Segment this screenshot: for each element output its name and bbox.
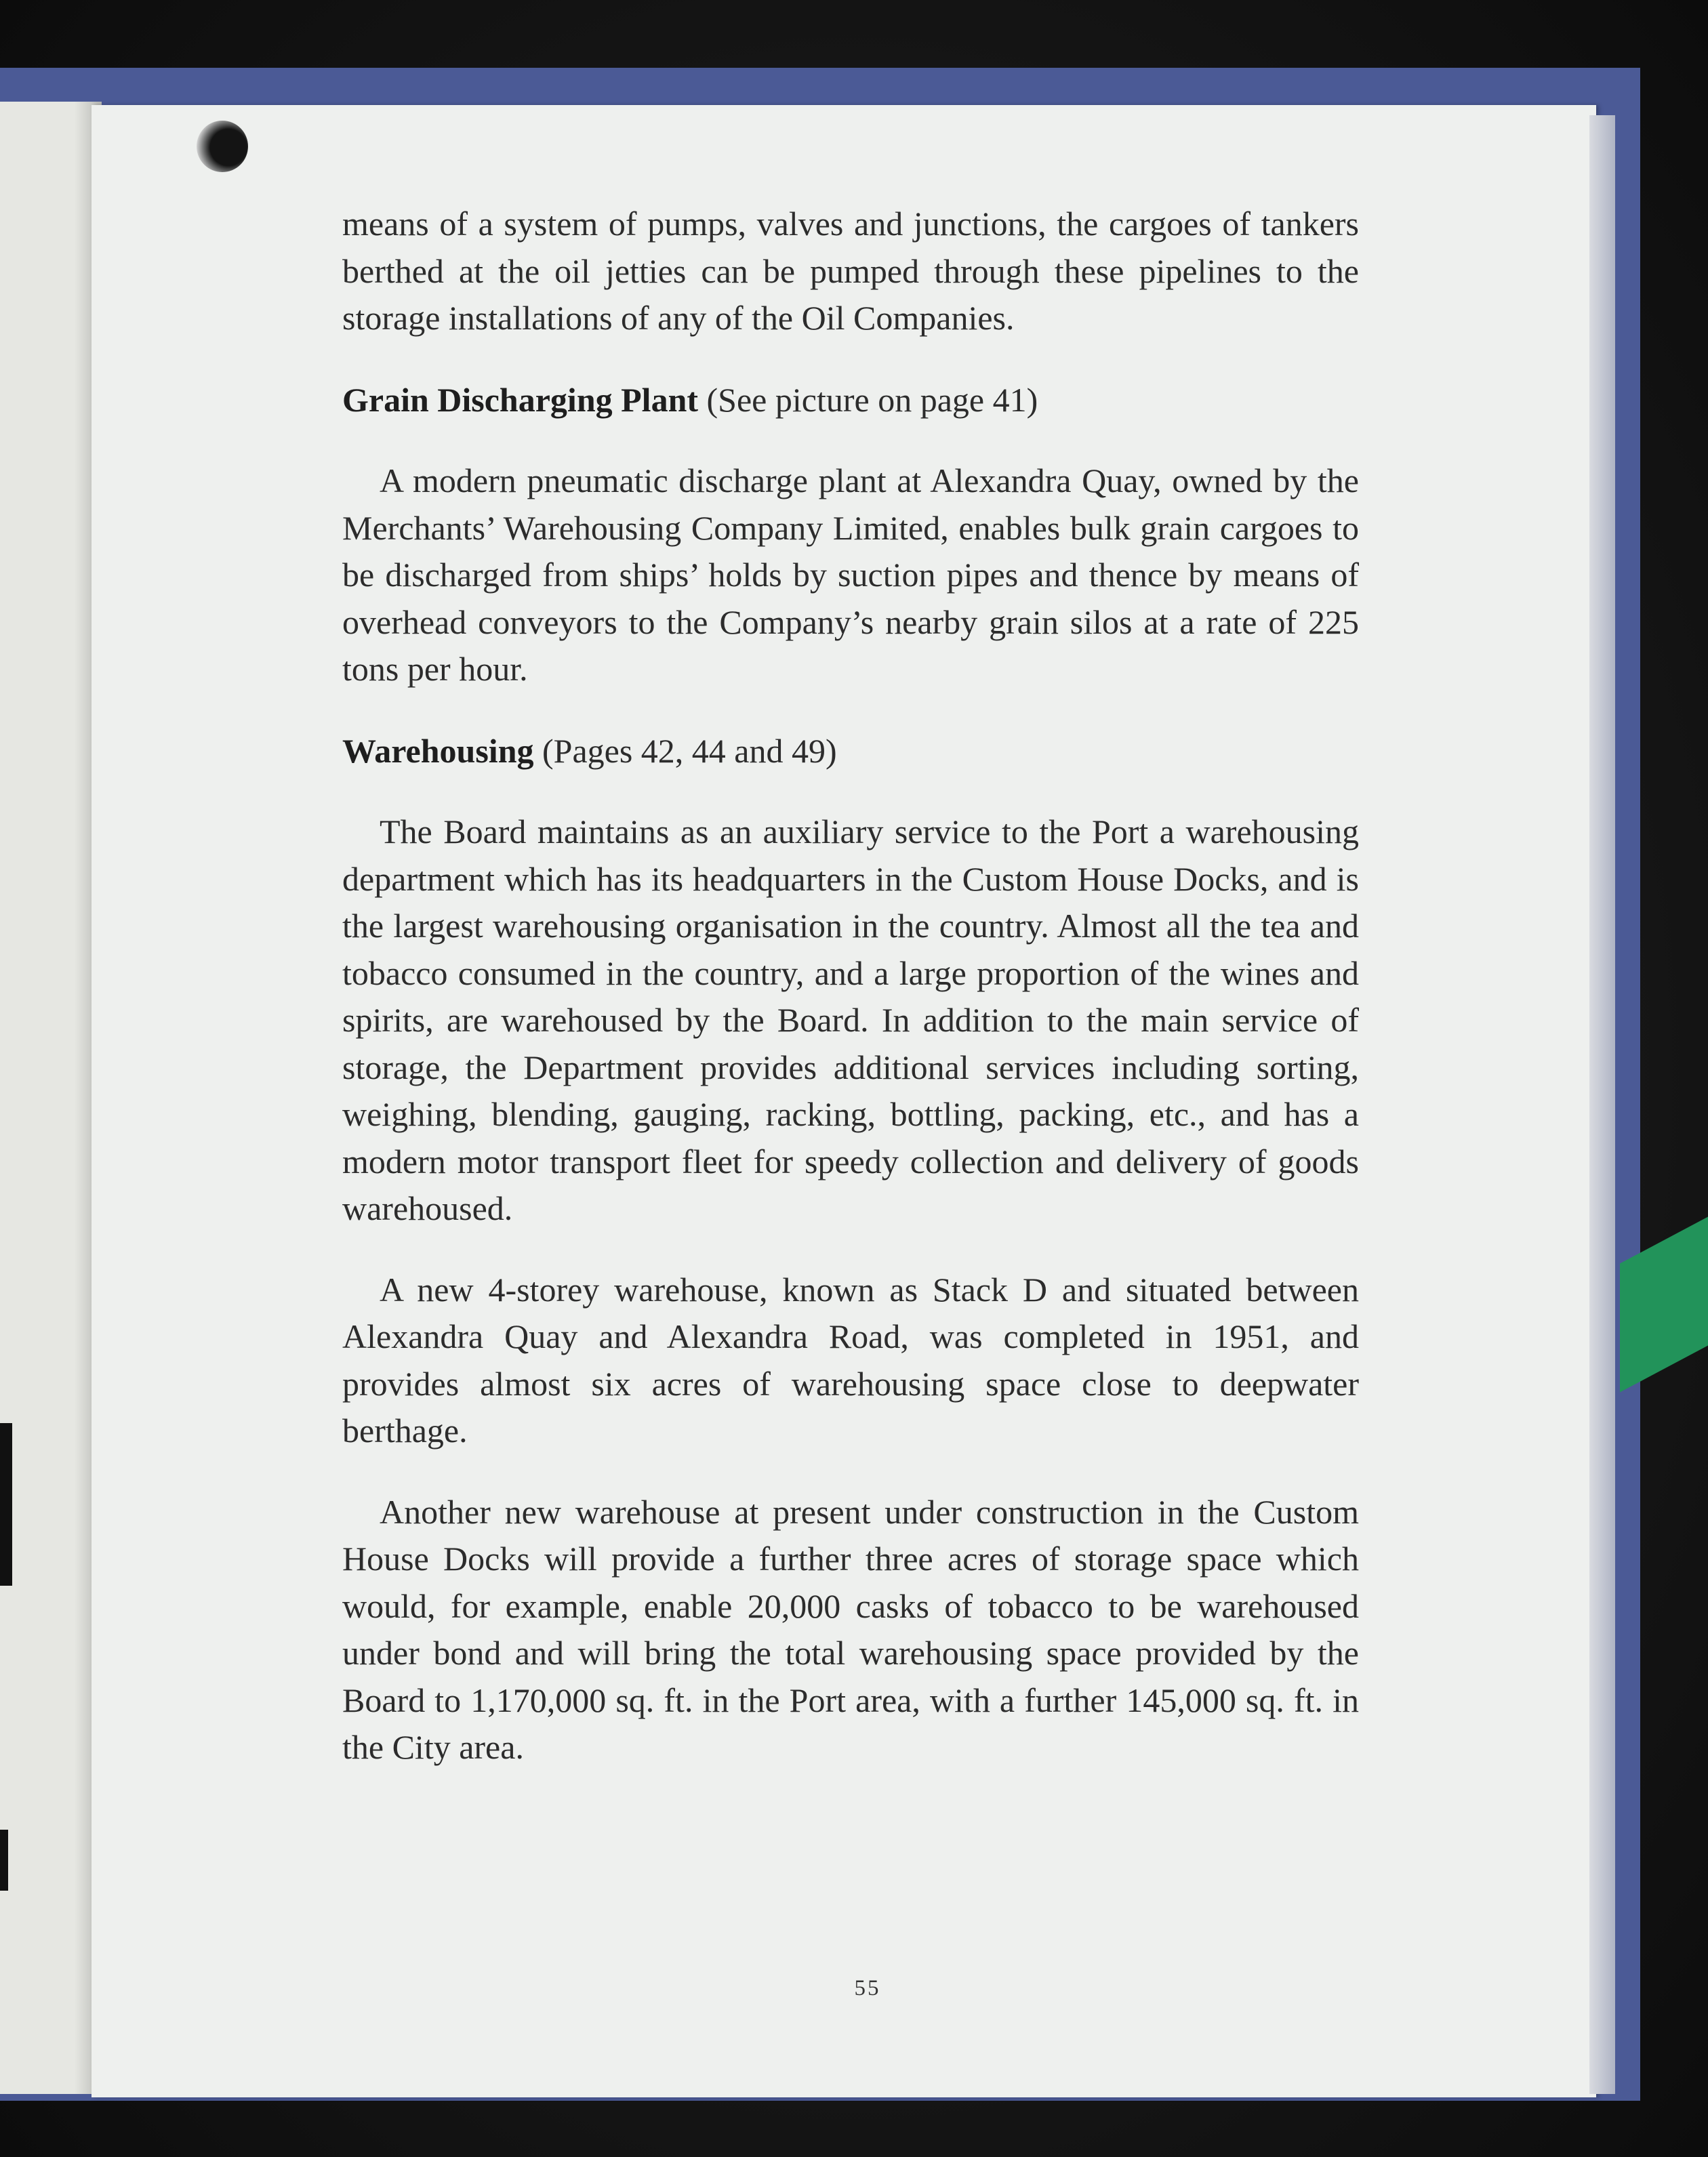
heading-reference: (See picture on page 41) — [706, 380, 1038, 419]
section-heading-grain — [342, 377, 1359, 424]
heading-title: Grain Discharging Plant — [342, 380, 699, 419]
heading-title: Warehousing — [342, 731, 534, 770]
page-number: 55 — [854, 1976, 881, 2000]
body-paragraph: A modern pneumatic discharge plant at Alexandra Quay, owned by the Merchants’ Warehousing Company Limited, enables bulk grain cargoes to be discharged from ships’ holds by suction pipes and thence by means of overhead conveyors to the Company’s nearby grain silos at a rate of 225 tons per hour. — [342, 461, 1359, 688]
page-text — [342, 201, 1359, 1771]
intro-paragraph: means of a system of pumps, valves and junctions, the cargoes of tankers berthed at the oil jetties can be pumped through these pipelines to the storage installations of any of the Oil Companies. — [342, 205, 1359, 337]
body-paragraph: A new 4-storey warehouse, known as Stack D and situated between Alexandra Quay and Alexandra Road, was completed in 1951, and provides almost six acres of warehousing space close to deepwater berthage. — [342, 1270, 1359, 1450]
body-paragraph: The Board maintains as an auxiliary service to the Port a warehousing department which has its headquarters in the Custom House Docks, and is the largest warehousing organisation in the country. Almost all the tea and tobacco consumed in the country, and a large proportion of the wines and spirits, are warehoused by the Board. In addition to the main service of storage, the Department provides additional services including sorting, weighing, blending, gauging, racking, bottling, packing, etc., and has a modern motor transport fleet for speedy collection and delivery of goods warehoused. — [342, 813, 1359, 1227]
body-paragraph: Another new warehouse at present under construction in the Custom House Docks will provide a further three acres of storage space which would, for example, enable 20,000 casks of tobacco to be warehoused under bond and will bring the total warehousing space provided by the Board to 1,170,000 sq. ft. in the Port area, with a further 145,000 sq. ft. in the City area. — [342, 1492, 1359, 1766]
page-stack-edge — [1589, 115, 1615, 2094]
facing-page-ink-mark — [0, 1423, 12, 1586]
heading-reference: (Pages 42, 44 and 49) — [542, 731, 837, 770]
facing-page-ink-mark — [0, 1830, 8, 1891]
punch-hole — [197, 121, 248, 172]
section-heading-warehousing — [342, 728, 1359, 775]
facing-page-edge — [0, 102, 102, 2094]
